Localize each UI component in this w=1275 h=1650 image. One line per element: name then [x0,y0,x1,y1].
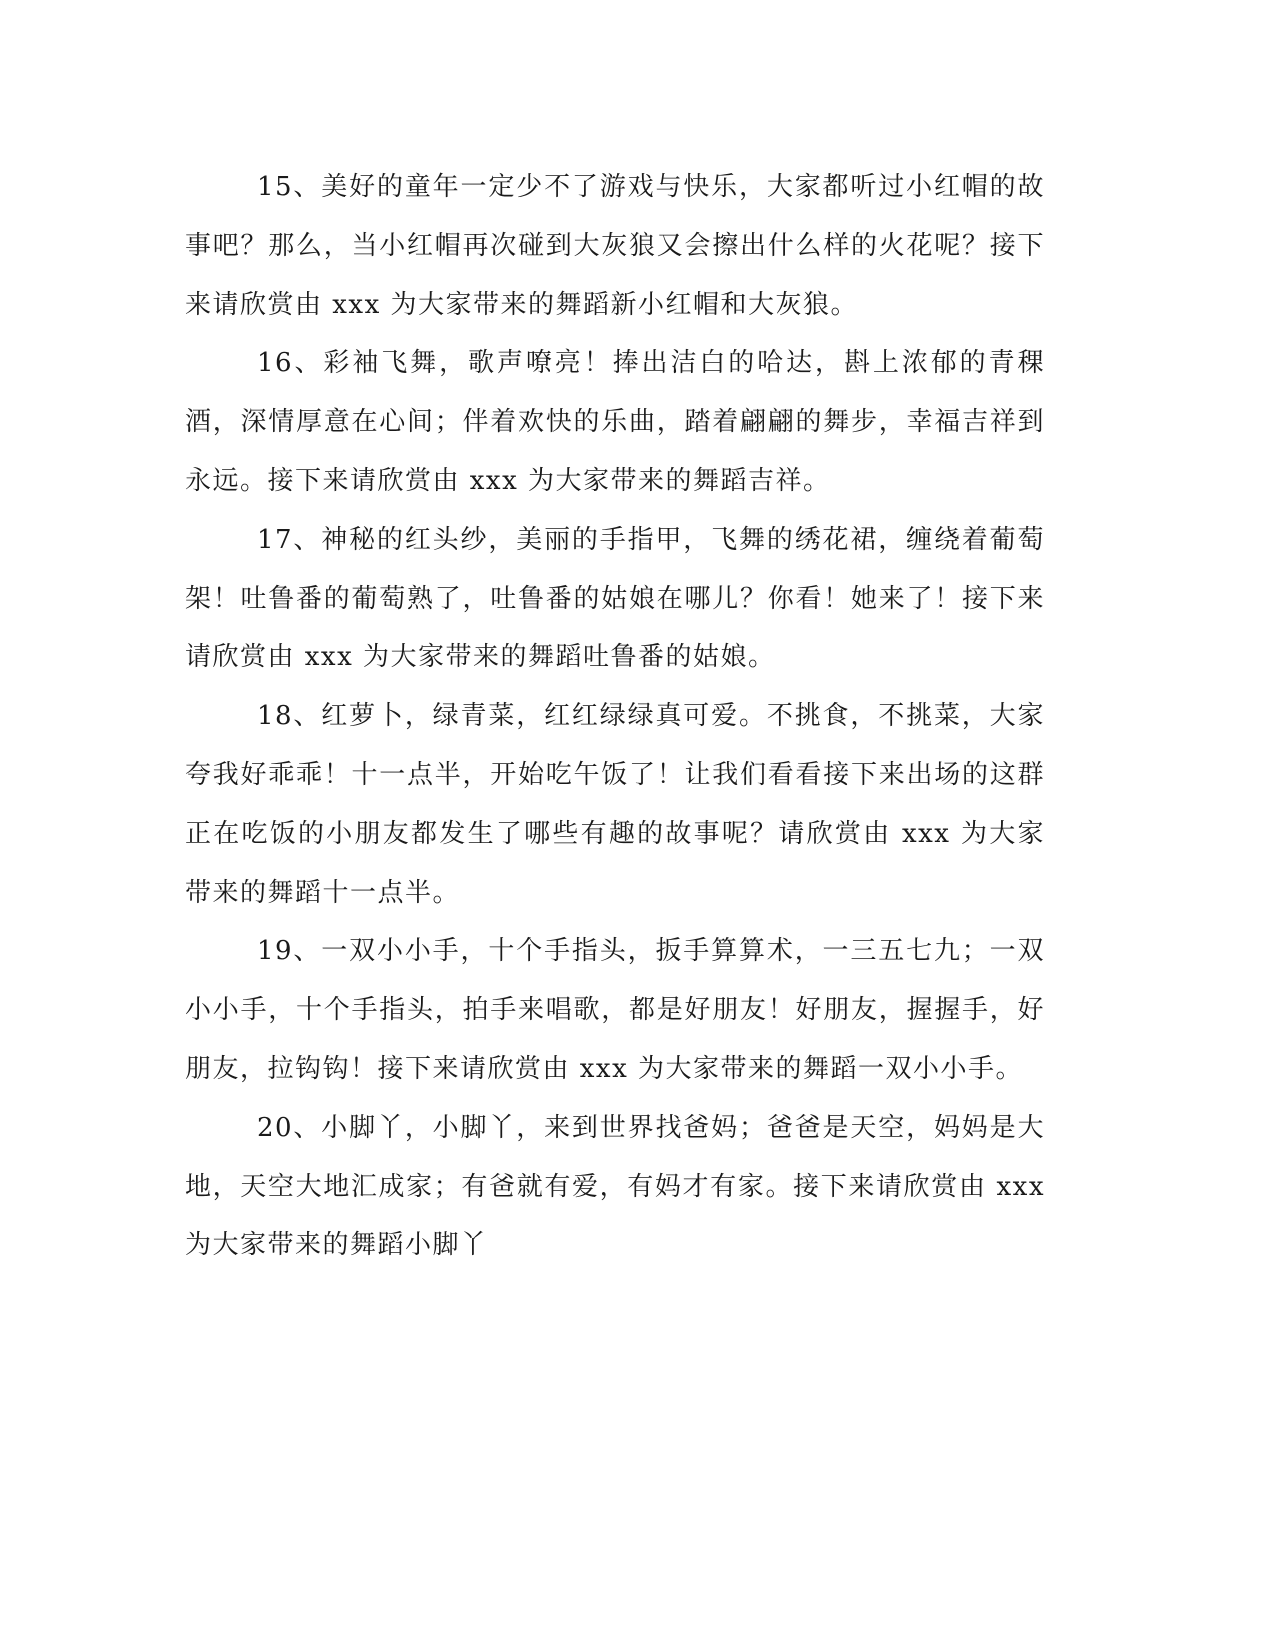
paragraph-19: 19、一双小小手，十个手指头，扳手算算术，一三五七九；一双小小手，十个手指头，拍手来唱歌，都是好朋友！好朋友，握握手，好朋友，拉钩钩！接下来请欣赏由 xxx 为大家带来的舞蹈一双小小手。 [185,936,1045,1084]
paragraph-17: 17、神秘的红头纱，美丽的手指甲，飞舞的绣花裙，缠绕着葡萄架！吐鲁番的葡萄熟了，吐鲁番的姑娘在哪儿？你看！她来了！接下来请欣赏由 xxx 为大家带来的舞蹈吐鲁番的姑娘。 [185,524,1045,673]
document-body [185,158,1045,1275]
paragraph-20: 20、小脚丫，小脚丫，来到世界找爸妈；爸爸是天空，妈妈是大地，天空大地汇成家；有爸就有爱，有妈才有家。接下来请欣赏由 xxx 为大家带来的舞蹈小脚丫 [185,1112,1045,1261]
paragraph-15: 15、美好的童年一定少不了游戏与快乐，大家都听过小红帽的故事吧？那么，当小红帽再次碰到大灰狼又会擦出什么样的火花呢？接下来请欣赏由 xxx 为大家带来的舞蹈新小红帽和大灰狼。 [185,172,1045,320]
paragraph-16: 16、彩袖飞舞，歌声嘹亮！捧出洁白的哈达，斟上浓郁的青稞酒，深情厚意在心间；伴着欢快的乐曲，踏着翩翩的舞步，幸福吉祥到永远。接下来请欣赏由 xxx 为大家带来的舞蹈吉祥。 [185,348,1045,496]
paragraph-18: 18、红萝卜，绿青菜，红红绿绿真可爱。不挑食，不挑菜，大家夸我好乖乖！十一点半，开始吃午饭了！让我们看看接下来出场的这群正在吃饭的小朋友都发生了哪些有趣的故事呢？请欣赏由 xxx 为大家带来的舞蹈十一点半。 [185,701,1045,908]
